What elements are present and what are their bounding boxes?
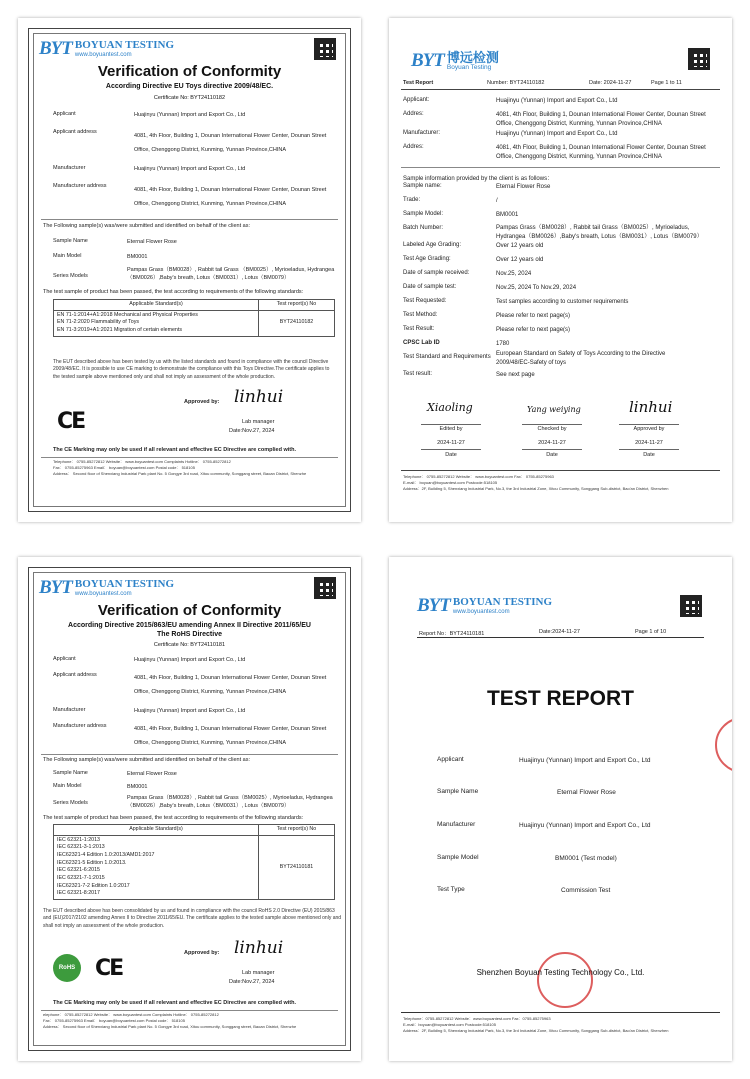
ce-mark-icon: CE	[95, 956, 123, 981]
report-title: TEST REPORT	[486, 687, 634, 710]
table-header: Test report(s) No	[259, 300, 335, 311]
approved-by-label: Approved by:	[184, 399, 220, 405]
report-date: Date:2024-11-27	[539, 629, 580, 635]
sample-info-intro: Sample information provided by the client is as follows：	[403, 176, 554, 182]
certificate-number: Certificate No: BYT24110182	[153, 95, 226, 101]
ce-footer-note: The CE Marking may only be used if all relevant and effective EC Directive are complied with.	[53, 1000, 296, 1006]
field-label: Manufacturer	[53, 707, 86, 713]
report-number: Number: BYT24110182	[487, 80, 545, 86]
detail-value: Over 12 years old	[496, 243, 544, 249]
sample-label: Main Model	[53, 783, 82, 789]
logo-name: BOYUAN TESTING	[74, 578, 175, 590]
footer-fax: Fax： 0755-85275963 Email： boyuan@boyuantest.com Postal code： 518105	[43, 1018, 185, 1023]
certificate-title: Verification of Conformity	[97, 63, 282, 80]
certificate-title: Verification of Conformity	[97, 602, 282, 619]
field-value: Huajinyu (Yunnan) Import and Export Co., Ltd	[134, 657, 246, 663]
detail-label: Date of sample received:	[403, 270, 470, 276]
standard-item: IEC62321-4 Edition 1.0:2013/AMD1:2017	[57, 852, 155, 859]
field-value: 4081, 4th Floor, Building 1, Dounan International Flower Center, Dounan Street Office, Chenggong District, Kunming, Yunnan Province,CHINA	[134, 187, 327, 208]
sample-label: Main Model	[53, 253, 82, 259]
signature-role: Edited by	[439, 426, 463, 432]
field-value: Huajinyu (Yunnan) Import and Export Co., Ltd	[519, 822, 651, 829]
sample-label: Series Models	[53, 273, 88, 279]
signer-date: Date:Nov.27, 2024	[229, 979, 275, 985]
field-value: 4081, 4th Floor, Building 1, Dounan International Flower Center, Dounan Street Office, Chenggong District, Kunming, Yunnan Province,CHINA	[134, 675, 327, 695]
samples-intro: The Following sample(s) was/were submitted and identified on behalf of the client as:	[43, 223, 250, 229]
field-label: Test Type	[437, 886, 465, 893]
field-value: Eternal Flower Rose	[557, 789, 616, 796]
standard-item: EN 71-2:2020 Flammability of Toys	[57, 319, 140, 326]
logo-mark: BYT	[39, 577, 72, 598]
field-label: Applicant	[53, 656, 76, 662]
detail-label: Trade:	[403, 197, 421, 203]
test-intro: The test sample of product has been passed, the test according to requirements of the following standards:	[43, 815, 304, 821]
field-label: Manufacturer	[437, 821, 476, 828]
standard-item: IEC62321-5 Edition 1.0:2013.	[57, 859, 127, 866]
field-value: 4081, 4th Floor, Building 1, Dounan International Flower Center, Dounan Street Office, Chenggong District, Kunming, Yunnan Province,CHINA	[134, 133, 327, 154]
certificate-subtitle: According Directive EU Toys directive 2009/48/EC.	[105, 83, 274, 90]
boyuan-logo	[39, 577, 174, 599]
footer-fax: Fax： 0755-85275963 Email： boyuan@boyuantest.com Postal code： 518105	[53, 465, 195, 470]
field-value: 4081, 4th Floor, Building 1, Dounan International Flower Center, Dounan Street Office, Chenggong District, Kunming, Yunnan Province,CHINA	[496, 145, 706, 160]
detail-label: Date of sample test:	[403, 284, 457, 290]
footer-address: Address：2F, Building 5, Shenxiang Industrial Park, No.3, the 3rd Industrial Zone, Xitou Community, Songgang Sub-district, Bao'an District, Shenzhen	[403, 486, 669, 491]
signature-image: linhui	[234, 938, 284, 958]
logo-name: Boyuan Testing	[446, 63, 492, 71]
logo-url: www.boyuantest.com	[74, 52, 132, 58]
sample-value: Pampas Grass（BM0028）, Rabbit tail Grass （BM0025）, Myrioeladus, Hydrangea（BM0026）,Baby's breath, Lotus（BM0031）, Lotus（BM0079）	[127, 267, 335, 282]
detail-value: European Standard on Safety of Toys According to the Directive 2009/48/EC-Safety of toys	[496, 351, 666, 366]
detail-label: Sample name:	[403, 183, 442, 189]
detail-label: Sample Model:	[403, 211, 444, 217]
footer-address: Address：2F, Building 5, Shenxiang Industrial Park, No.3, the 3rd Industrial Zone, Xitou Community, Songgang Sub-district, Bao'an District, Shenzhen	[403, 1028, 669, 1033]
field-value: Huajinyu (Yunnan) Import and Export Co., Ltd	[519, 757, 651, 764]
field-value: Huajinyu (Yunnan) Import and Export Co., Ltd	[496, 131, 618, 137]
footer-address: Address： Second floor of Shenxiang Industrial Park plant No. 5 Gongye 3rd road, Xitou community, Songgang street, Baoan District, Shenzhe	[53, 471, 307, 476]
footer-email: E-mail： boyuan@boyuantest.com Postcode:518105	[403, 480, 498, 485]
company-name: Shenzhen Boyuan Testing Technology Co., Ltd.	[476, 968, 645, 977]
logo-url: www.boyuantest.com	[74, 591, 132, 597]
standard-item: EN 71-1:2014+A1:2018 Mechanical and Physical Properties	[57, 311, 198, 318]
detail-label: Test result:	[403, 371, 433, 377]
report-header-label: Test Report	[403, 80, 434, 86]
test-report-toys	[389, 18, 732, 522]
certificate-subtitle-rohs: The RoHS Directive	[157, 631, 222, 638]
standard-item: IEC 62321-1:2013	[57, 836, 100, 843]
certificate-eu-toys	[18, 18, 361, 522]
conclusion-text: The EUT described above has been consolidated by us and found in compliance with the council RoHS 2.0 Directive (EU) 2015/863 and (EU)2017/2102 amending Annex II to Directive 2011/65/EU. The certificate applies to the tested sample above mentioned only and shall not imply an assessment of the whole production.	[43, 908, 342, 929]
field-label: Addres:	[403, 111, 424, 117]
signature-date: 2024-11-27	[437, 440, 465, 446]
footer-contact: elephone： 0755-85272812 Website： www.boyuantest.com Complaints Hotline： 0755-85272812	[43, 1012, 219, 1017]
table-header: Test report(s) No	[259, 825, 335, 836]
standards-table	[53, 299, 335, 337]
ce-footer-note: The CE Marking may only be used if all relevant and effective EC Directive are complied with.	[53, 447, 296, 453]
detail-label: Test Method:	[403, 312, 438, 318]
detail-value: Nov.25, 2024 To Nov.29, 2024	[496, 285, 577, 291]
report-page: Page 1 of 10	[635, 629, 667, 635]
field-value: BM0001 (Test model)	[555, 855, 617, 862]
date-label: Date	[445, 452, 457, 458]
field-label: Applicant	[437, 756, 464, 763]
detail-label: CPSC Lab ID	[403, 340, 440, 346]
field-label: Applicant:	[403, 97, 430, 103]
logo-name: BOYUAN TESTING	[452, 596, 553, 608]
sample-value: Eternal Flower Rose	[127, 771, 177, 777]
detail-label: Labeled Age Grading:	[403, 242, 462, 248]
footer-email: E-mail：boyuan@boyuantest.com Postcode:518105	[403, 1022, 497, 1027]
standard-item: IEC62321-7-2 Edition 1.0:2017	[57, 882, 130, 889]
boyuan-logo	[417, 595, 552, 617]
detail-value: See next page	[496, 372, 535, 378]
detail-value: /	[496, 198, 498, 204]
field-label: Sample Model	[437, 854, 479, 861]
field-value: 4081, 4th Floor, Building 1, Dounan International Flower Center, Dounan Street Office, Chenggong District, Kunming, Yunnan Province,CHINA	[496, 112, 706, 127]
report-number: BYT24110181	[259, 835, 335, 899]
field-value: Huajinyu (Yunnan) Import and Export Co., Ltd	[134, 112, 246, 118]
sample-value: BM0001	[127, 784, 148, 790]
logo-name: BOYUAN TESTING	[74, 39, 175, 51]
signature-role: Approved by	[633, 426, 665, 432]
standard-item: IEC 62321-8:2017	[57, 890, 100, 897]
qr-code-icon	[680, 595, 702, 617]
detail-label: Test Standard and Requirements	[403, 354, 491, 360]
logo-mark: BYT	[411, 50, 444, 71]
boyuan-logo	[411, 50, 499, 72]
logo-mark: BYT	[417, 595, 450, 616]
sample-label: Sample Name	[53, 770, 88, 776]
detail-label: Test Result:	[403, 326, 435, 332]
detail-value: Test samples according to customer requirements	[496, 299, 629, 305]
boyuan-logo	[39, 38, 174, 60]
detail-value: Please refer to next page(s)	[496, 327, 571, 333]
approved-by-label: Approved by:	[184, 950, 220, 956]
report-number: Report No：BYT24110181	[419, 631, 485, 637]
signature-image: linhui	[234, 387, 284, 407]
qr-code-icon	[688, 48, 710, 70]
sample-value: Eternal Flower Rose	[127, 239, 177, 245]
field-label: Manufacturer address	[53, 723, 107, 729]
field-label: Sample Name	[437, 788, 479, 795]
sample-value: BM0001	[127, 254, 148, 260]
signer-title: Lab manager	[242, 970, 275, 976]
certificate-subtitle: According Directive 2015/863/EU amending Annex II Directive 2011/65/EU	[68, 622, 311, 629]
logo-chinese-name: 博远检测	[446, 49, 499, 65]
standard-item: EN 71-3:2019+A1:2021 Migration of certain elements	[57, 327, 182, 334]
report-page: Page 1 to 11	[651, 80, 682, 86]
field-value: Huajinyu (Yunnan) Import and Export Co., Ltd	[134, 166, 246, 172]
signature-image: Xiaoling	[427, 401, 473, 414]
report-number: BYT24110182	[259, 310, 335, 336]
certificate-rohs	[18, 557, 361, 1061]
sample-value: Pampas Grass（BM0028）, Rabbit tail Grass（BM0025）, Myrioeladus, Hydrangea（BM0026）,Baby's breath, Lotus（BM0031）, Lotus（BM0079）	[127, 795, 333, 810]
footer-address: Address： Second floor of Shenxiang Industrial Park plant No. 5 Gongye 3rd road, Xitou community, Songgang street, Baoan District, Shenzhe	[43, 1024, 297, 1029]
field-label: Applicant address	[53, 129, 97, 135]
certificate-number: Certificate No: BYT24110181	[153, 642, 226, 648]
date-label: Date	[546, 452, 558, 458]
sample-label: Sample Name	[53, 238, 88, 244]
field-value: Huajinyu (Yunnan) Import and Export Co., Ltd	[496, 98, 618, 104]
table-header: Applicable Standard(s)	[54, 825, 259, 836]
report-date: Date: 2024-11-27	[589, 80, 632, 86]
samples-intro: The Following sample(s) was/were submitted and identified on behalf of the client as:	[43, 757, 250, 763]
standard-item: IEC 62321-6:2015	[57, 867, 100, 874]
field-value: Huajinyu (Yunnan) Import and Export Co., Ltd	[134, 708, 246, 714]
qr-code-icon	[314, 577, 336, 599]
conclusion-text: The EUT described above has been tested by us with the listed standards and found in compliance with the council Directive 2009/48/EC. It is possible to use CE marking to demonstrate the compliance with this Toys Directive.The certificate applies to the tested sample above mentioned only and shall not imply an assessment of the whole production.	[53, 359, 330, 380]
signer-date: Date:Nov.27, 2024	[229, 428, 275, 434]
detail-label: Batch Number:	[403, 225, 444, 231]
signature-date: 2024-11-27	[538, 440, 566, 446]
signature-role: Checked by	[537, 426, 567, 432]
standard-item: IEC 62321-7-1:2015	[57, 875, 105, 882]
test-intro: The test sample of product has been passed, the test according to requirements of the following standards:	[43, 289, 304, 295]
signature-image: linhui	[629, 398, 673, 416]
field-label: Addres:	[403, 144, 424, 150]
test-report-cover	[389, 557, 732, 1061]
logo-mark: BYT	[39, 38, 72, 59]
detail-value: Please refer to next page(s)	[496, 313, 571, 319]
standard-item: IEC 62321-3-1:2013	[57, 844, 105, 851]
date-label: Date	[643, 452, 655, 458]
detail-value: Nov.25, 2024	[496, 271, 532, 277]
field-label: Manufacturer address	[53, 183, 107, 189]
sample-label: Series Models	[53, 800, 88, 806]
footer-contact: Telephone： 0755-85272812 Website： www.boyuantest.com Complaints Hotline： 0755-85272812	[53, 459, 231, 464]
logo-url: www.boyuantest.com	[452, 609, 510, 615]
signer-title: Lab manager	[242, 419, 275, 425]
qr-code-icon	[314, 38, 336, 60]
field-label: Applicant address	[53, 672, 97, 678]
field-label: Manufacturer	[53, 165, 86, 171]
detail-value: Pampas Grass（BM0028）, Rabbit tail Grass（BM0025）, Myrioeladus, Hydrangea（BM0026）,Baby's breath, Lotus（BM0031）, Lotus（BM0079）	[496, 225, 703, 240]
footer-contact: Telephone：0755-85272812 Website：www.boyuantest.com Fax：0755-85275963	[403, 1016, 551, 1021]
certificate-border	[28, 28, 351, 512]
detail-label: Test Requested:	[403, 298, 447, 304]
field-value: 4081, 4th Floor, Building 1, Dounan International Flower Center, Dounan Street Office, Chenggong District, Kunming, Yunnan Province,CHINA	[134, 726, 327, 746]
table-header: Applicable Standard(s)	[54, 300, 259, 311]
detail-label: Test Age Grading:	[403, 256, 451, 262]
footer-contact: Telephone： 0755-85272812 Website： www.boyuantest.com Fax： 0755-85275963	[403, 474, 554, 479]
company-seal-stamp	[537, 952, 593, 1008]
ce-mark-icon: CE	[57, 409, 85, 434]
field-label: Applicant	[53, 111, 76, 117]
detail-value: Eternal Flower Rose	[496, 184, 551, 190]
detail-value: BM0001	[496, 212, 519, 218]
rohs-logo-icon: RoHS	[53, 954, 81, 982]
field-value: Commission Test	[561, 887, 611, 894]
edge-seal-stamp	[715, 717, 732, 773]
detail-value: 1780	[496, 341, 510, 347]
field-label: Manufacturer:	[403, 130, 441, 136]
certificate-border	[28, 567, 351, 1051]
detail-value: Over 12 years old	[496, 257, 544, 263]
signature-image: Yang weiying	[527, 405, 581, 414]
standards-table	[53, 824, 335, 900]
signature-date: 2024-11-27	[635, 440, 663, 446]
